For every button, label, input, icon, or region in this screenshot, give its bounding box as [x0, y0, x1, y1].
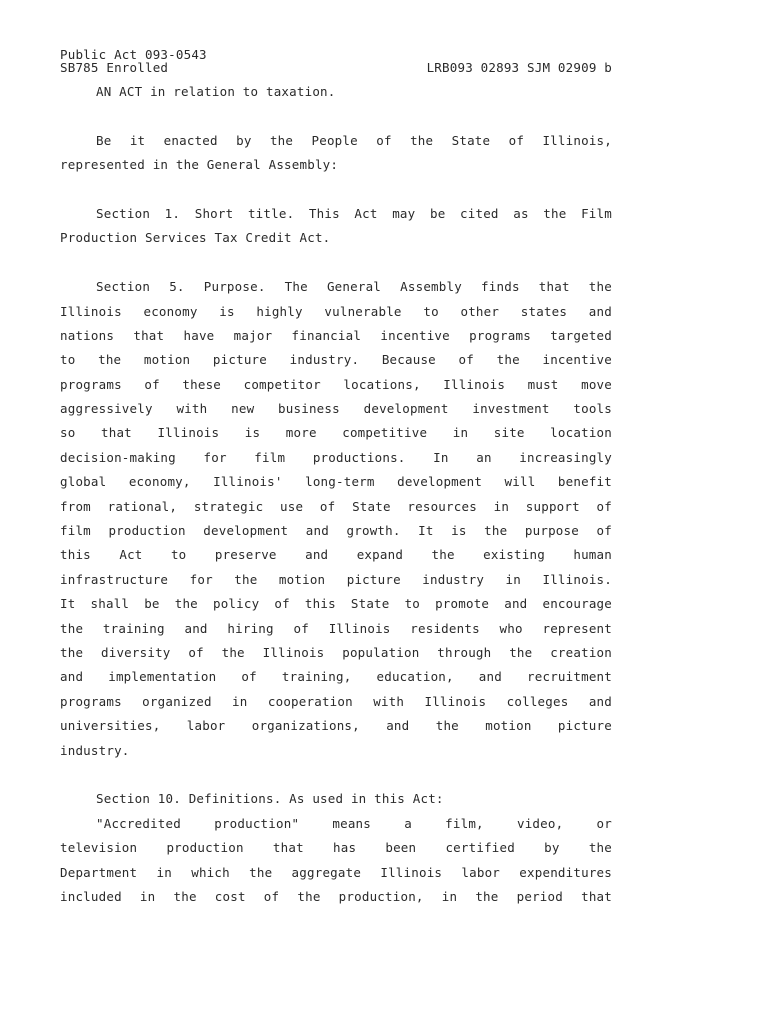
text-line: the diversity of the Illinois population through the creation — [60, 644, 612, 660]
text-line: nations that have major financial incentive programs targeted — [60, 327, 612, 343]
text-line: It shall be the policy of this State to promote and encourage — [60, 596, 612, 612]
text-line: Production Services Tax Credit Act. — [60, 230, 331, 246]
text-line: global economy, Illinois' long-term development will benefit — [60, 474, 612, 490]
document-page — [60, 48, 612, 909]
text-line: universities, labor organizations, and the motion picture — [60, 718, 612, 734]
document-body — [60, 80, 612, 909]
text-line: AN ACT in relation to taxation. — [96, 84, 336, 99]
text-line: Section 5. Purpose. The General Assembly finds that the — [96, 279, 612, 295]
text-line: Section 1. Short title. This Act may be cited as the Film — [96, 205, 612, 221]
blank-line — [60, 251, 612, 275]
text-line: Department in which the aggregate Illinois labor expenditures — [60, 864, 612, 880]
text-line: decision-making for film productions. In an increasingly — [60, 449, 612, 465]
blank-line — [60, 763, 612, 787]
text-line: television production that has been certified by the — [60, 840, 612, 856]
text-line: the training and hiring of Illinois residents who represent — [60, 620, 612, 636]
bill-number: SB785 Enrolled — [60, 60, 169, 75]
text-line: programs of these competitor locations, Illinois must move — [60, 376, 612, 392]
text-line: infrastructure for the motion picture industry in Illinois. — [60, 571, 612, 587]
text-line: to the motion picture industry. Because of the incentive — [60, 352, 612, 368]
text-line: film production development and growth. It is the purpose of — [60, 523, 612, 539]
header-row — [60, 61, 612, 74]
text-line: so that Illinois is more competitive in site location — [60, 425, 612, 441]
text-line: aggressively with new business development investment tools — [60, 401, 612, 417]
text-line: industry. — [60, 742, 130, 758]
text-line: Be it enacted by the People of the State of Illinois, — [96, 132, 612, 148]
act-number: Public Act 093-0543 — [60, 47, 207, 62]
text-line: programs organized in cooperation with Illinois colleges and — [60, 693, 612, 709]
lrb-code: LRB093 02893 SJM 02909 b — [426, 60, 612, 75]
text-line: from rational, strategic use of State resources in support of — [60, 498, 612, 514]
text-line: included in the cost of the production, in the period that — [60, 888, 612, 904]
text-line: Section 10. Definitions. As used in this Act: — [96, 791, 444, 807]
text-line: "Accredited production" means a film, video, or — [96, 815, 612, 831]
text-line: Illinois economy is highly vulnerable to other states and — [60, 303, 612, 319]
text-line: this Act to preserve and expand the existing human — [60, 547, 612, 563]
blank-line — [60, 178, 612, 202]
document-header — [60, 48, 612, 74]
blank-line — [60, 104, 612, 128]
text-line: represented in the General Assembly: — [60, 157, 339, 173]
text-line: and implementation of training, education, and recruitment — [60, 669, 612, 685]
